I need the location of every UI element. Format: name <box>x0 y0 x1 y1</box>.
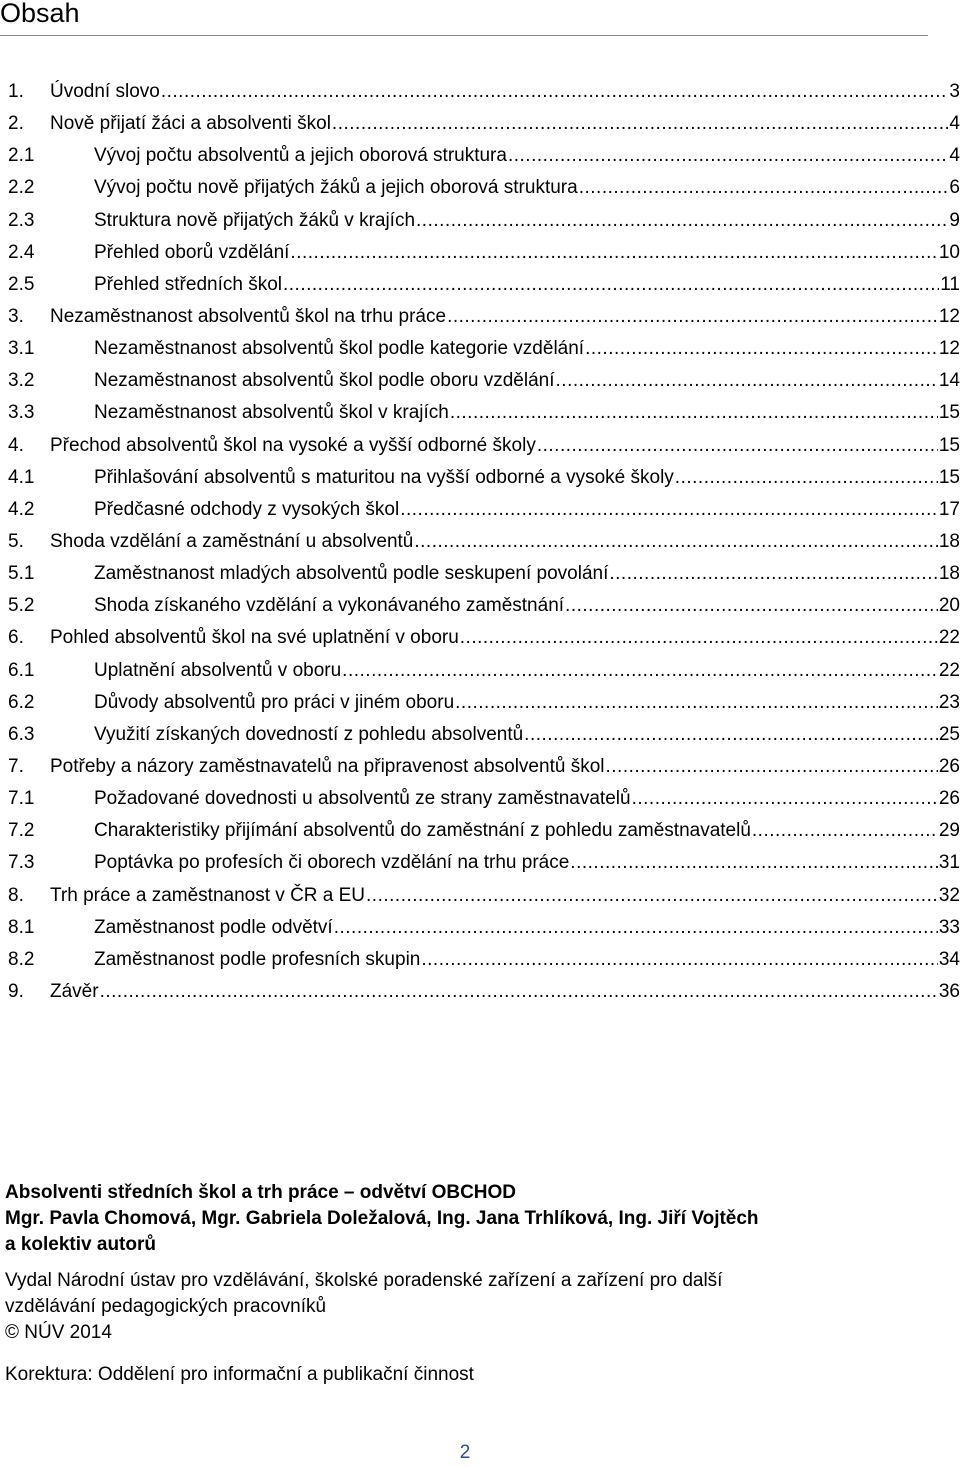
toc-entry[interactable] <box>8 333 960 365</box>
toc-entry-page: 4 <box>949 145 960 167</box>
toc-entry-number: 6.2 <box>8 691 35 713</box>
toc-entry[interactable] <box>8 687 960 719</box>
toc-entry-title: Přihlašování absolventů s maturitou na vyšší odborné a vysoké školy <box>94 466 674 488</box>
toc-entry-page: 15 <box>938 466 960 488</box>
publication-title: Absolventi středních škol a trh práce – odvětví OBCHOD <box>5 1182 517 1203</box>
toc-entry-page: 17 <box>938 498 960 520</box>
toc-entry-number: 7.2 <box>8 820 35 842</box>
toc-entry-title: Nezaměstnanost absolventů škol podle oboru vzdělání <box>94 370 555 392</box>
toc-dot-leader <box>556 365 938 397</box>
page-title: Obsah <box>0 0 80 28</box>
toc-dot-leader <box>366 880 938 912</box>
toc-entry-page: 12 <box>938 305 960 327</box>
toc-entry-page: 12 <box>938 338 960 360</box>
toc-entry-number: 7. <box>8 755 24 777</box>
toc-entry-page: 36 <box>938 980 960 1002</box>
toc-dot-leader <box>537 430 938 462</box>
toc-entry[interactable] <box>8 655 960 687</box>
toc-entry[interactable] <box>8 912 960 944</box>
toc-entry-title: Předčasné odchody z vysokých škol <box>94 498 400 520</box>
toc-entry-title: Potřeby a názory zaměstnavatelů na připravenost absolventů škol <box>50 755 605 777</box>
toc-entry-page: 3 <box>949 81 960 102</box>
toc-entry-page: 10 <box>938 241 960 263</box>
toc-entry-number: 5. <box>8 530 24 552</box>
toc-dot-leader <box>460 622 938 654</box>
toc-entry[interactable] <box>8 237 960 269</box>
toc-entry-title: Trh práce a zaměstnanost v ČR a EU <box>50 884 366 906</box>
toc-entry[interactable] <box>8 751 960 783</box>
toc-entry-page: 32 <box>938 884 960 906</box>
toc-dot-leader <box>455 687 938 719</box>
toc-entry[interactable] <box>8 365 960 397</box>
toc-entry-title: Poptávka po profesích či oborech vzdělání na trhu práce <box>94 852 570 874</box>
toc-entry[interactable] <box>8 494 960 526</box>
toc-entry-title: Charakteristiky přijímání absolventů do zaměstnání z pohledu zaměstnavatelů <box>94 820 751 842</box>
toc-entry-title: Struktura nově přijatých žáků v krajích <box>94 209 416 231</box>
toc-entry[interactable] <box>8 976 960 1008</box>
toc-entry[interactable] <box>8 558 960 590</box>
toc-dot-leader <box>570 847 938 879</box>
toc-dot-leader <box>100 976 938 1008</box>
toc-entry-title: Nově přijatí žáci a absolventi škol <box>50 113 331 135</box>
toc-entry-number: 2.3 <box>8 209 35 231</box>
toc-dot-leader <box>609 558 937 590</box>
toc-entry-title: Nezaměstnanost absolventů škol v krajích <box>94 402 449 424</box>
toc-entry-number: 7.3 <box>8 852 35 874</box>
toc-entry-title: Shoda vzdělání a zaměstnání u absolventů <box>50 530 414 552</box>
toc-entry-number: 5.2 <box>8 595 35 617</box>
toc-entry-number: 2. <box>8 113 24 135</box>
toc-entry-title: Přehled oborů vzdělání <box>94 241 290 263</box>
toc-entry[interactable] <box>8 108 960 140</box>
toc-entry-number: 6.3 <box>8 723 35 745</box>
toc-dot-leader <box>508 140 948 172</box>
toc-entry-number: 8. <box>8 884 24 906</box>
toc-entry[interactable] <box>8 880 960 912</box>
toc-entry-number: 3.3 <box>8 402 35 424</box>
toc-entry-page: 6 <box>949 177 960 199</box>
table-of-contents <box>8 76 960 1008</box>
toc-entry-number: 2.2 <box>8 177 35 199</box>
toc-entry-number: 8.2 <box>8 948 35 970</box>
toc-entry-title: Zaměstnanost podle odvětví <box>94 916 333 938</box>
toc-entry-page: 18 <box>938 563 960 585</box>
toc-entry[interactable] <box>8 590 960 622</box>
toc-dot-leader <box>605 751 937 783</box>
toc-entry-page: 22 <box>938 659 960 681</box>
toc-entry-page: 15 <box>938 402 960 424</box>
toc-entry[interactable] <box>8 526 960 558</box>
toc-entry-number: 6.1 <box>8 659 35 681</box>
page-number: 2 <box>459 1442 471 1463</box>
toc-entry-number: 8.1 <box>8 916 35 938</box>
toc-dot-leader <box>290 237 937 269</box>
toc-entry-number: 4.1 <box>8 466 35 488</box>
toc-entry[interactable] <box>8 462 960 494</box>
toc-entry-page: 29 <box>938 820 960 842</box>
toc-entry-page: 18 <box>938 530 960 552</box>
toc-entry-title: Požadované dovednosti u absolventů ze strany zaměstnavatelů <box>94 788 631 810</box>
toc-dot-leader <box>421 944 938 976</box>
toc-entry-title: Úvodní slovo <box>50 81 160 102</box>
toc-entry-page: 26 <box>938 788 960 810</box>
toc-entry[interactable] <box>8 205 960 237</box>
toc-entry-page: 11 <box>940 273 960 295</box>
toc-dot-leader <box>161 76 949 108</box>
toc-dot-leader <box>585 333 938 365</box>
toc-entry-page: 20 <box>938 595 960 617</box>
toc-dot-leader <box>447 301 938 333</box>
toc-entry-page: 31 <box>938 852 960 874</box>
toc-entry-page: 25 <box>938 723 960 745</box>
toc-entry-title: Uplatnění absolventů v oboru <box>94 659 342 681</box>
toc-entry-title: Důvody absolventů pro práci v jiném oboru <box>94 691 455 713</box>
heading-divider <box>0 35 928 36</box>
toc-entry-number: 4. <box>8 434 24 456</box>
toc-entry-title: Využití získaných dovedností z pohledu absolventů <box>94 723 524 745</box>
toc-dot-leader <box>332 108 949 140</box>
toc-entry[interactable] <box>8 140 960 172</box>
toc-entry-number: 5.1 <box>8 563 35 585</box>
authors: Mgr. Pavla Chomová, Mgr. Gabriela Doležalová, Ing. Jana Trhlíková, Ing. Jiří Vojtěch <box>5 1208 759 1229</box>
toc-entry-page: 23 <box>938 691 960 713</box>
toc-entry[interactable] <box>8 944 960 976</box>
toc-entry-number: 3. <box>8 305 24 327</box>
toc-entry-number: 2.4 <box>8 241 35 263</box>
copyright-notice: © NÚV 2014 <box>5 1322 112 1343</box>
toc-entry-page: 14 <box>938 370 960 392</box>
colophon <box>5 1180 935 1388</box>
toc-entry[interactable] <box>8 847 960 879</box>
toc-entry-title: Nezaměstnanost absolventů škol podle kategorie vzdělání <box>94 338 585 360</box>
toc-entry[interactable] <box>8 430 960 462</box>
toc-entry-number: 3.1 <box>8 338 35 360</box>
toc-entry[interactable] <box>8 815 960 847</box>
toc-entry-page: 15 <box>938 434 960 456</box>
toc-dot-leader <box>450 397 938 429</box>
toc-entry[interactable] <box>8 719 960 751</box>
toc-dot-leader <box>414 526 938 558</box>
toc-entry-number: 2.5 <box>8 273 35 295</box>
authors-continued: a kolektiv autorů <box>5 1234 156 1255</box>
toc-entry-page: 9 <box>949 209 960 231</box>
toc-dot-leader <box>565 590 938 622</box>
toc-dot-leader <box>675 462 938 494</box>
publisher-continued: vzdělávání pedagogických pracovníků <box>5 1296 327 1317</box>
toc-entry[interactable] <box>8 269 960 301</box>
toc-entry[interactable] <box>8 172 960 204</box>
toc-entry-title: Pohled absolventů škol na své uplatnění v oboru <box>50 627 459 649</box>
toc-entry-title: Vývoj počtu nově přijatých žáků a jejich oborová struktura <box>94 177 578 199</box>
toc-entry-number: 3.2 <box>8 370 35 392</box>
toc-entry-number: 4.2 <box>8 498 35 520</box>
toc-entry-number: 1. <box>8 81 24 102</box>
toc-dot-leader <box>632 783 938 815</box>
toc-entry-title: Shoda získaného vzdělání a vykonávaného zaměstnání <box>94 595 565 617</box>
toc-entry[interactable] <box>8 397 960 429</box>
toc-dot-leader <box>334 912 938 944</box>
toc-entry-title: Nezaměstnanost absolventů škol na trhu práce <box>50 305 447 327</box>
toc-entry-number: 6. <box>8 627 24 649</box>
toc-entry[interactable] <box>8 783 960 815</box>
toc-entry-number: 7.1 <box>8 788 35 810</box>
toc-dot-leader <box>524 719 938 751</box>
toc-entry[interactable] <box>8 76 960 108</box>
proofreading-credit: Korektura: Oddělení pro informační a publikační činnost <box>5 1364 474 1385</box>
toc-entry-title: Přechod absolventů škol na vysoké a vyšší odborné školy <box>50 434 536 456</box>
toc-entry-title: Přehled středních škol <box>94 273 282 295</box>
toc-entry-title: Závěr <box>50 980 99 1002</box>
toc-dot-leader <box>283 269 939 301</box>
toc-entry-title: Vývoj počtu absolventů a jejich oborová struktura <box>94 145 507 167</box>
toc-entry-title: Zaměstnanost mladých absolventů podle seskupení povolání <box>94 563 609 585</box>
toc-dot-leader <box>579 172 949 204</box>
toc-dot-leader <box>400 494 938 526</box>
toc-entry-page: 4 <box>949 113 960 135</box>
toc-entry-number: 2.1 <box>8 145 35 167</box>
toc-entry-page: 22 <box>938 627 960 649</box>
toc-entry-page: 33 <box>938 916 960 938</box>
toc-entry-page: 26 <box>938 755 960 777</box>
toc-entry[interactable] <box>8 301 960 333</box>
toc-entry[interactable] <box>8 622 960 654</box>
toc-entry-title: Zaměstnanost podle profesních skupin <box>94 948 421 970</box>
toc-entry-number: 9. <box>8 980 24 1002</box>
toc-entry-page: 34 <box>938 948 960 970</box>
toc-dot-leader <box>342 655 938 687</box>
publisher: Vydal Národní ústav pro vzdělávání, školské poradenské zařízení a zařízení pro další <box>5 1270 723 1291</box>
toc-dot-leader <box>416 205 948 237</box>
toc-dot-leader <box>752 815 938 847</box>
